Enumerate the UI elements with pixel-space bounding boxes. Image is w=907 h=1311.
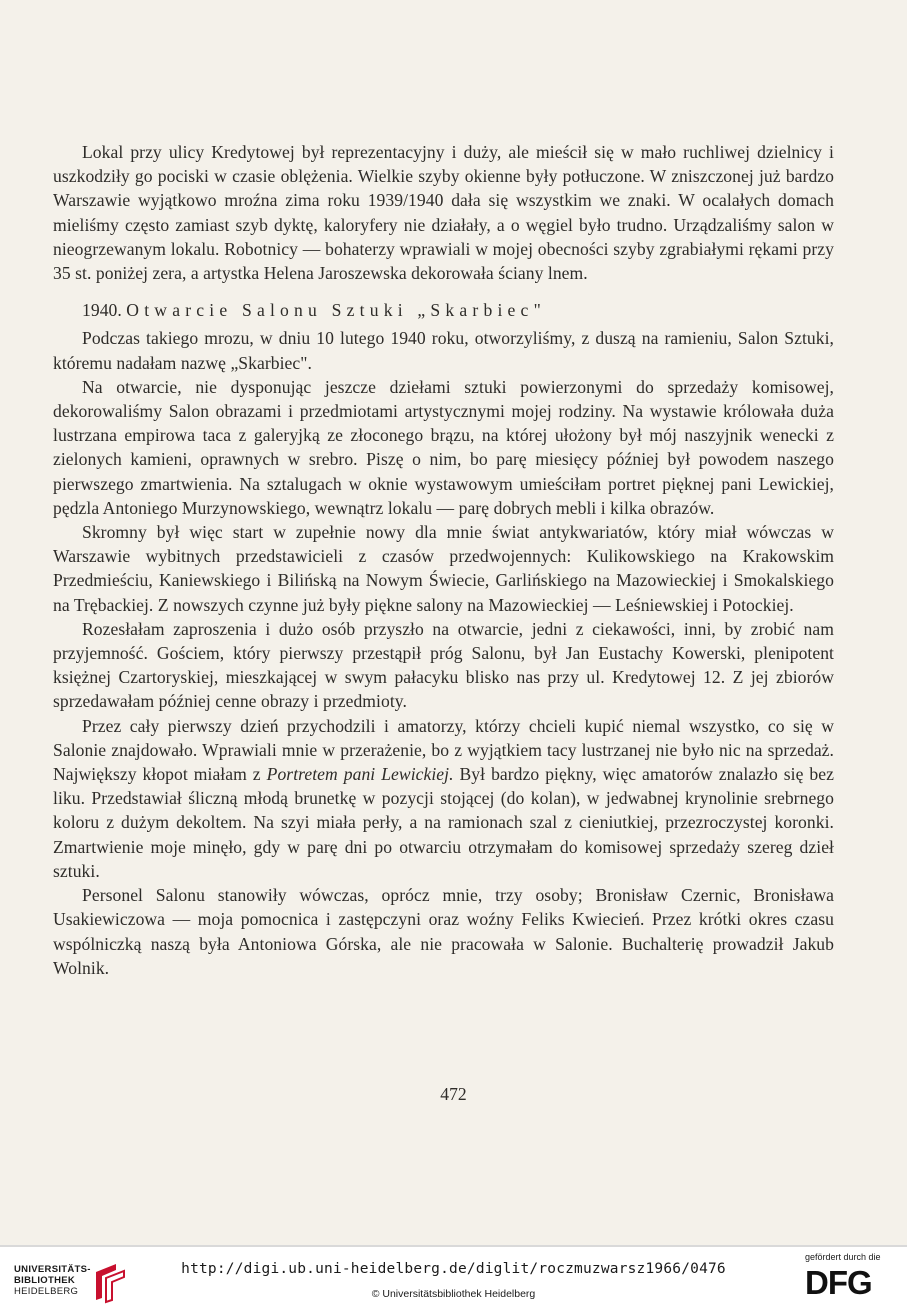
page-number: 472 [440,1084,467,1104]
footer-divider [0,1245,907,1247]
library-name-line1: UNIVERSITÄTS- [14,1264,91,1275]
paragraph: Na otwarcie, nie dysponując jeszcze dziełami sztuki powierzonymi do sprzedaży komisowej, dekorowaliśmy Salon obrazami i przedmiotami artystycznymi mojej rodziny. Na wystawie królowała duża lustrzana empirowa taca z galeryjką ze złoconego brązu, na której ułożony był mój naszyjnik wenecki z zielonych kamieni, oprawnych w srebro. Piszę o nim, bo parę miesięcy później był powodem naszego pierwszego zmartwienia. Na sztalugach w oknie wystawowym umieściłam portret pięknej pani Lewickiej, pędzla Antoniego Murzynowskiego, wewnątrz lokalu — parę dobrych mebli i kilka obrazów. [53,376,834,518]
library-name-line2: BIBLIOTHEK [14,1275,76,1286]
copyright-notice: © Universitätsbibliothek Heidelberg [371,1288,536,1300]
funding-caption: gefördert durch die [805,1252,881,1262]
permalink-url[interactable]: http://digi.ub.uni-heidelberg.de/diglit/roczmuzwarsz1966/0476 [181,1261,726,1277]
paragraph: Lokal przy ulicy Kredytowej był reprezentacyjny i duży, ale mieścił się w mało ruchliwej dzielnicy i uszkodziły go pociski w czasie oblężenia. Wielkie szyby okienne były potłuczone. W zniszczonej już bardzo Warszawie wyjątkowo mroźna zima roku 1939/1940 dała się wszystkim we znaki. W ocalałych domach mieliśmy często zamiast szyb dyktę, kaloryfery nie działały, a o węgiel było trudno. Urządzaliśmy salon w nieogrzewanym lokalu. Robotnicy — bohaterzy wprawiali w mojej obecności szyby zgrabiałymi rękami przy 35 st. poniżej zera, a artystka Helena Jaroszewska dekorowała ściany lnem. [53,142,834,284]
main-text [53,140,834,980]
dfg-funding[interactable] [805,1252,897,1308]
painting-title: Portretem pani Lewickiej. [266,764,454,785]
section-heading [53,298,834,322]
dfg-logo: DFG [805,1264,872,1301]
paragraph: Skromny był więc start w zupełnie nowy dla mnie świat antykwariatów, który miał wówczas w Warszawie wybitnych przedstawicieli z czasów przedwojennych: Kulikowskiego na Krakowskim Przedmieściu, Kaniewskiego i Bilińską na Nowym Świecie, Garlińskiego na Mazowieckiej i Smokalskiego na Trębackiej. Z nowszych czynne już były piękne salony na Mazowieckiej — Leśniewskiej i Potockiej. [53,522,834,615]
viewer-footer [0,1245,907,1311]
paragraph: Personel Salonu stanowiły wówczas, oprócz mnie, trzy osoby; Bronisław Czernic, Bronisława Usakiewiczowa — moja pomocnica i zastępczyni oraz woźny Feliks Kwiecień. Przez krótki okres czasu wspólniczką naszą była Antoniowa Górska, ale nie pracowała w Salonie. Buchalterię prowadził Jakub Wolnik. [53,885,834,978]
paragraph: Rozesłałam zaproszenia i dużo osób przyszło na otwarcie, jedni z ciekawości, inni, by zrobić nam przyjemność. Gościem, który pierwszy przestąpił próg Salonu, był Jan Eustachy Kowerski, plenipotent księżnej Czartoryskiej, mieszkającej w swym pałacyku blisko nas przy ul. Kredytowej 12. Z jej zbiorów sprzedawałam później cenne obrazy i przedmioty. [53,618,834,712]
paragraph-text: Był bardzo piękny, więc amatorów znalazło się bez liku. Przedstawiał śliczną młodą brunetkę w pozycji stojącej (do kolan), w jedwabnej krynolinie srebrnego koloru z dużym dekoltem. Na szyi miała perły, a na ramionach szal z cieniutkiej, przezroczystej koronki. Zmartwienie moje minęło, gdy w parę dni po otwarciu otrzymałam do komisowej sprzedaży szereg dzieł sztuki. [53,764,835,881]
library-name-line3: HEIDELBERG [14,1286,79,1297]
heading-year: 1940. [82,300,122,321]
paragraph-text: Przez cały pierwszy dzień przychodzili i amatorzy, którzy chcieli kupić niemal wszystko, co się w Salonie znajdowało. Wprawiali mnie w przerażenie, bo z wyjątkiem tacy lustrzanej nie było nic na sprzedaż. Największy kłopot miałam z [53,715,834,785]
paragraph [53,714,834,883]
paragraph: Podczas takiego mrozu, w dniu 10 lutego 1940 roku, otworzyliśmy, z duszą na ramieniu, Salon Sztuki, któremu nadałam nazwę „Skarbiec". [53,328,834,373]
heading-title: Otwarcie Salonu Sztuki „Skarbiec" [126,300,546,321]
